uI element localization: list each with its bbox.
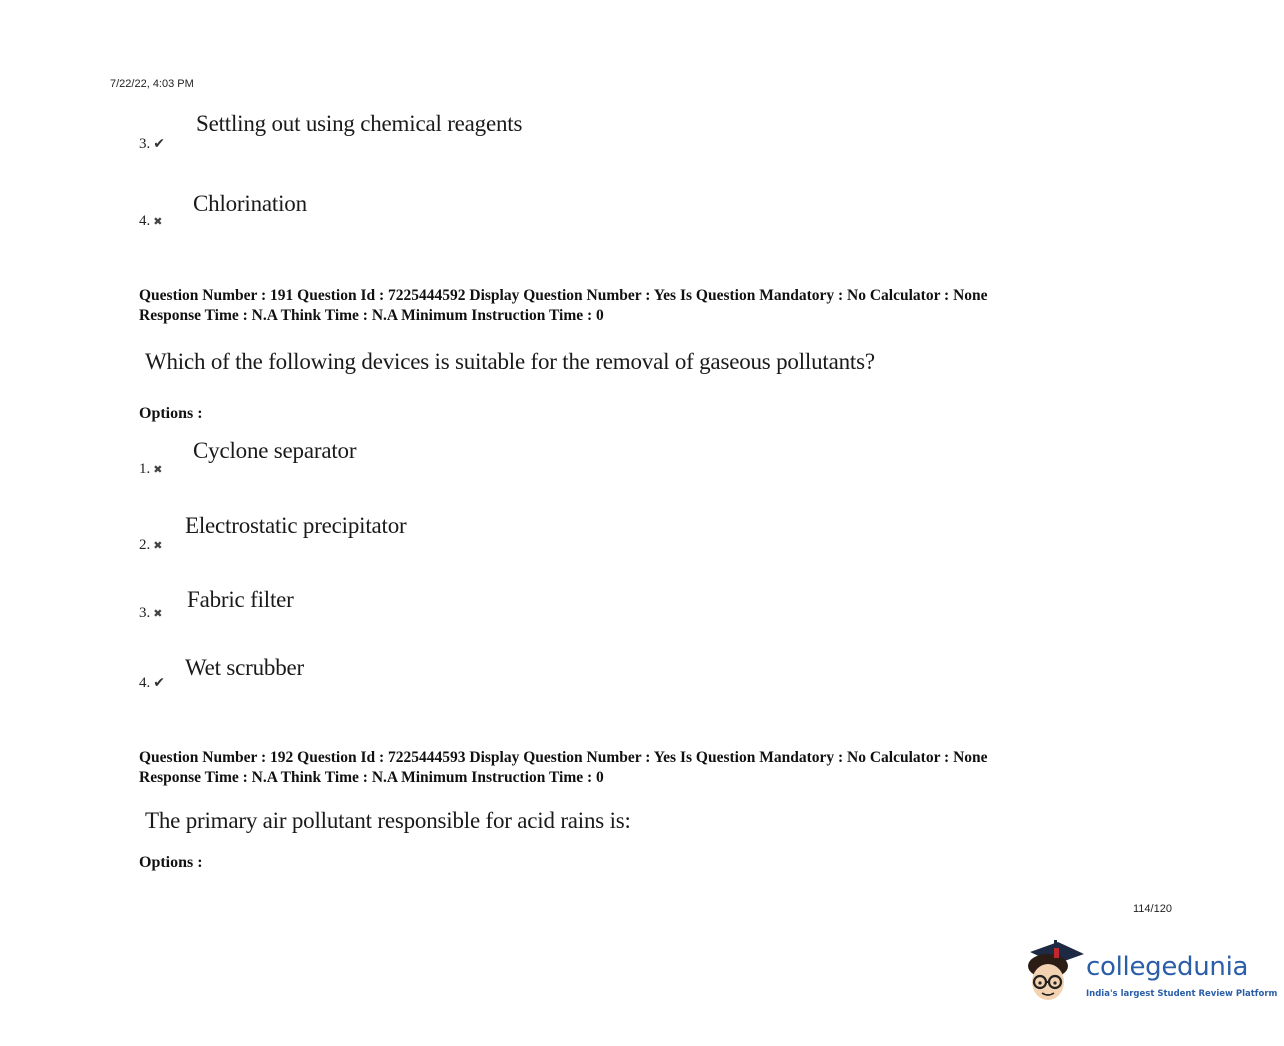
option-text: Chlorination [193, 191, 307, 216]
option-text: Cyclone separator [193, 438, 357, 463]
logo-tagline: India's largest Student Review Platform [1086, 989, 1278, 999]
options-label: Options : [139, 854, 203, 871]
option-number: 3. ✔ [139, 136, 165, 152]
logo-wordmark: collegedunia [1086, 952, 1249, 982]
option-number: 4. ✔ [139, 675, 165, 691]
page-number: 114/120 [1133, 903, 1172, 915]
options-label: Options : [139, 405, 203, 422]
print-timestamp: 7/22/22, 4:03 PM [110, 78, 194, 90]
option-text: Wet scrubber [185, 655, 305, 680]
cross-icon: ✖ [153, 539, 163, 552]
question-meta: Question Number : 192 Question Id : 7225444593 Display Question Number : Yes Is Question Mandatory : No Calculator : None Response Time : N.A Think Time : N.A Minimum Instruction Time : 0 [139, 749, 988, 786]
cross-icon: ✖ [153, 607, 163, 620]
option-number: 1. ✖ [139, 461, 163, 477]
option-number: 2. ✖ [139, 537, 163, 553]
option-text: Electrostatic precipitator [185, 513, 407, 538]
mascot-icon [1024, 938, 1086, 1008]
question-meta: Question Number : 191 Question Id : 7225444592 Display Question Number : Yes Is Question Mandatory : No Calculator : None Response Time : N.A Think Time : N.A Minimum Instruction Time : 0 [139, 287, 988, 324]
option-number: 4. ✖ [139, 213, 163, 229]
check-icon: ✔ [153, 675, 165, 691]
collegedunia-logo [1024, 938, 1278, 1008]
option-number: 3. ✖ [139, 605, 163, 621]
check-icon: ✔ [153, 136, 165, 152]
question-text: The primary air pollutant responsible for acid rains is: [145, 808, 631, 833]
question-text: Which of the following devices is suitable for the removal of gaseous pollutants? [145, 349, 875, 374]
option-text: Settling out using chemical reagents [196, 111, 523, 136]
cross-icon: ✖ [153, 215, 163, 228]
option-text: Fabric filter [187, 587, 294, 612]
cross-icon: ✖ [153, 463, 163, 476]
